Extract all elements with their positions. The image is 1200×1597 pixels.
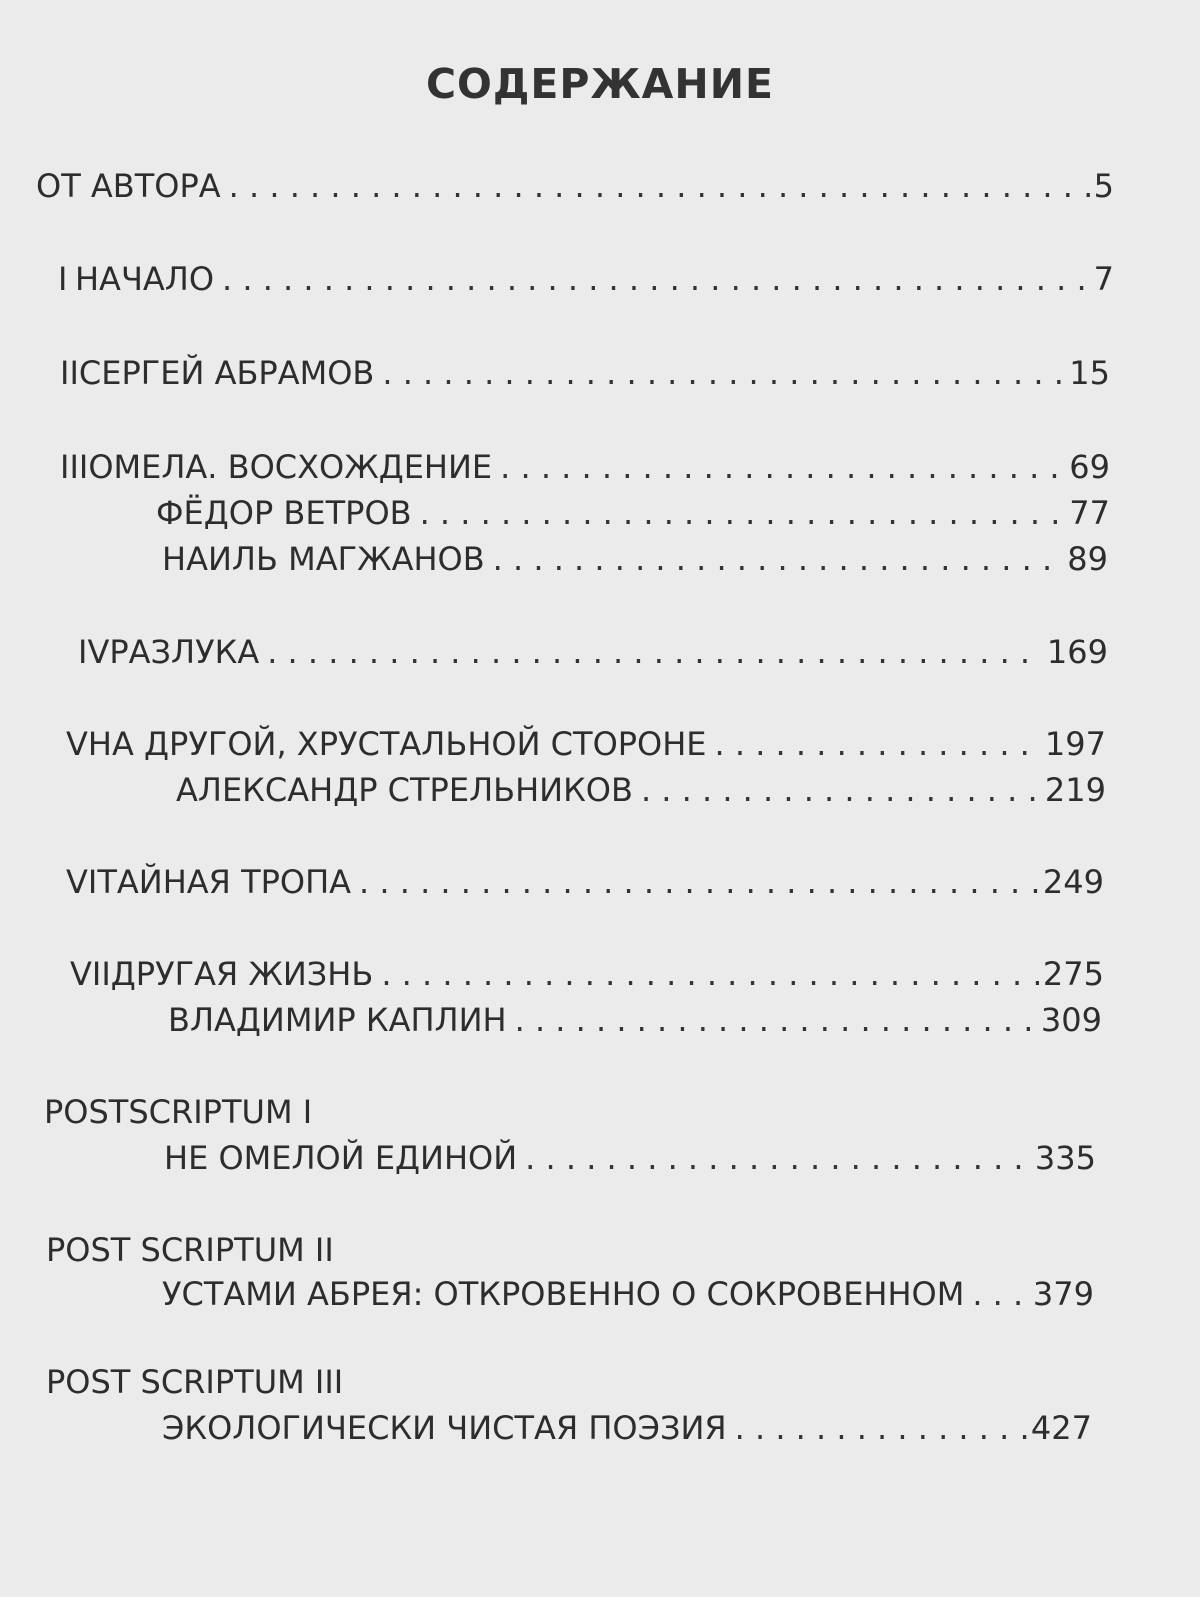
toc-entry-page: 249 xyxy=(1042,863,1104,901)
toc-leader-dots xyxy=(515,1000,1037,1040)
toc-entry-label: ТАЙНАЯ ТРОПА xyxy=(97,863,352,901)
toc-leader-dots xyxy=(500,447,1065,487)
toc-entry xyxy=(60,353,1110,393)
toc-entry-page: 335 xyxy=(1034,1139,1096,1177)
toc-leader-dots xyxy=(222,259,1090,299)
toc-entry xyxy=(156,493,1110,533)
toc-entry-page: 89 xyxy=(1067,540,1108,578)
toc-entry-label: НЕ ОМЕЛОЙ ЕДИНОЙ xyxy=(164,1139,518,1177)
toc-entry-page: 309 xyxy=(1040,1001,1102,1039)
toc-entry-page: 15 xyxy=(1069,354,1110,392)
toc-entry xyxy=(66,724,1106,764)
toc-entry xyxy=(78,632,1108,672)
toc-entry-label: ФЁДОР ВЕТРОВ xyxy=(156,494,412,532)
toc-entry-number: IV xyxy=(78,633,110,671)
toc-leader-dots xyxy=(493,539,1064,579)
toc-entry-label: РАЗЛУКА xyxy=(109,633,260,671)
toc-entry-label: НАЧАЛО xyxy=(74,260,215,298)
toc-entry-page: 275 xyxy=(1042,955,1104,993)
toc-entry-page: 69 xyxy=(1069,448,1110,486)
toc-entry-page: 5 xyxy=(1093,167,1114,205)
toc-entry xyxy=(168,1000,1102,1040)
toc-leader-dots xyxy=(382,353,1065,393)
toc-entry-label: ОМЕЛА. ВОСХОЖДЕНИЕ xyxy=(88,448,493,486)
toc-entry xyxy=(162,539,1108,579)
toc-entry-label: ВЛАДИМИР КАПЛИН xyxy=(168,1001,507,1039)
toc-leader-dots xyxy=(525,1138,1031,1178)
toc-entry xyxy=(70,954,1104,994)
toc-entry-label: СЕРГЕЙ АБРАМОВ xyxy=(78,354,375,392)
toc-entry-number: III xyxy=(60,448,89,486)
toc-leader-dots xyxy=(641,770,1041,810)
toc-entry-page: 379 xyxy=(1032,1275,1094,1313)
toc-entry xyxy=(162,1274,1094,1314)
toc-title: СОДЕРЖАНИЕ xyxy=(425,60,775,108)
toc-entry-page: 7 xyxy=(1093,260,1114,298)
toc-entry-number: II xyxy=(60,354,79,392)
toc-entry-label: ДРУГАЯ ЖИЗНЬ xyxy=(110,955,374,993)
toc-entry-number: VI xyxy=(66,863,98,901)
toc-leader-dots xyxy=(359,862,1039,902)
toc-entry-label: АЛЕКСАНДР СТРЕЛЬНИКОВ xyxy=(176,771,633,809)
toc-entry-number: VII xyxy=(70,955,111,993)
toc-entry xyxy=(36,166,1114,206)
toc-entry-page: 219 xyxy=(1044,771,1106,809)
toc-entry xyxy=(60,447,1110,487)
toc-entry-label: УСТАМИ АБРЕЯ: ОТКРОВЕННО О СОКРОВЕННОМ xyxy=(162,1275,965,1313)
toc-leader-dots xyxy=(381,954,1039,994)
toc-entry-label: ЭКОЛОГИЧЕСКИ ЧИСТАЯ ПОЭЗИЯ xyxy=(162,1409,727,1447)
toc-entry-label: НАИЛЬ МАГЖАНОВ xyxy=(162,540,485,578)
toc-leader-dots xyxy=(229,166,1090,206)
toc-entry-number: I xyxy=(58,260,68,298)
toc-entry-label: НА ДРУГОЙ, ХРУСТАЛЬНОЙ СТОРОНЕ xyxy=(87,725,707,763)
toc-entry xyxy=(58,259,1114,299)
toc-entry xyxy=(66,862,1104,902)
toc-entry-label: ОТ АВТОРА xyxy=(36,167,221,205)
toc-entry xyxy=(162,1408,1092,1448)
postscript-heading: POST SCRIPTUM III xyxy=(46,1363,344,1401)
toc-entry-number: V xyxy=(66,725,88,763)
toc-leader-dots xyxy=(267,632,1043,672)
toc-leader-dots xyxy=(972,1274,1029,1314)
toc-leader-dots xyxy=(735,1408,1027,1448)
toc-entry xyxy=(164,1138,1096,1178)
toc-entry-page: 77 xyxy=(1069,494,1110,532)
toc-entry-page: 427 xyxy=(1030,1409,1092,1447)
toc-entry xyxy=(176,770,1106,810)
toc-entry-page: 197 xyxy=(1044,725,1106,763)
toc-leader-dots xyxy=(420,493,1066,533)
toc-leader-dots xyxy=(715,724,1041,764)
postscript-heading: POSTSCRIPTUM I xyxy=(44,1093,313,1131)
postscript-heading: POST SCRIPTUM II xyxy=(46,1231,334,1269)
toc-entry-page: 169 xyxy=(1046,633,1108,671)
